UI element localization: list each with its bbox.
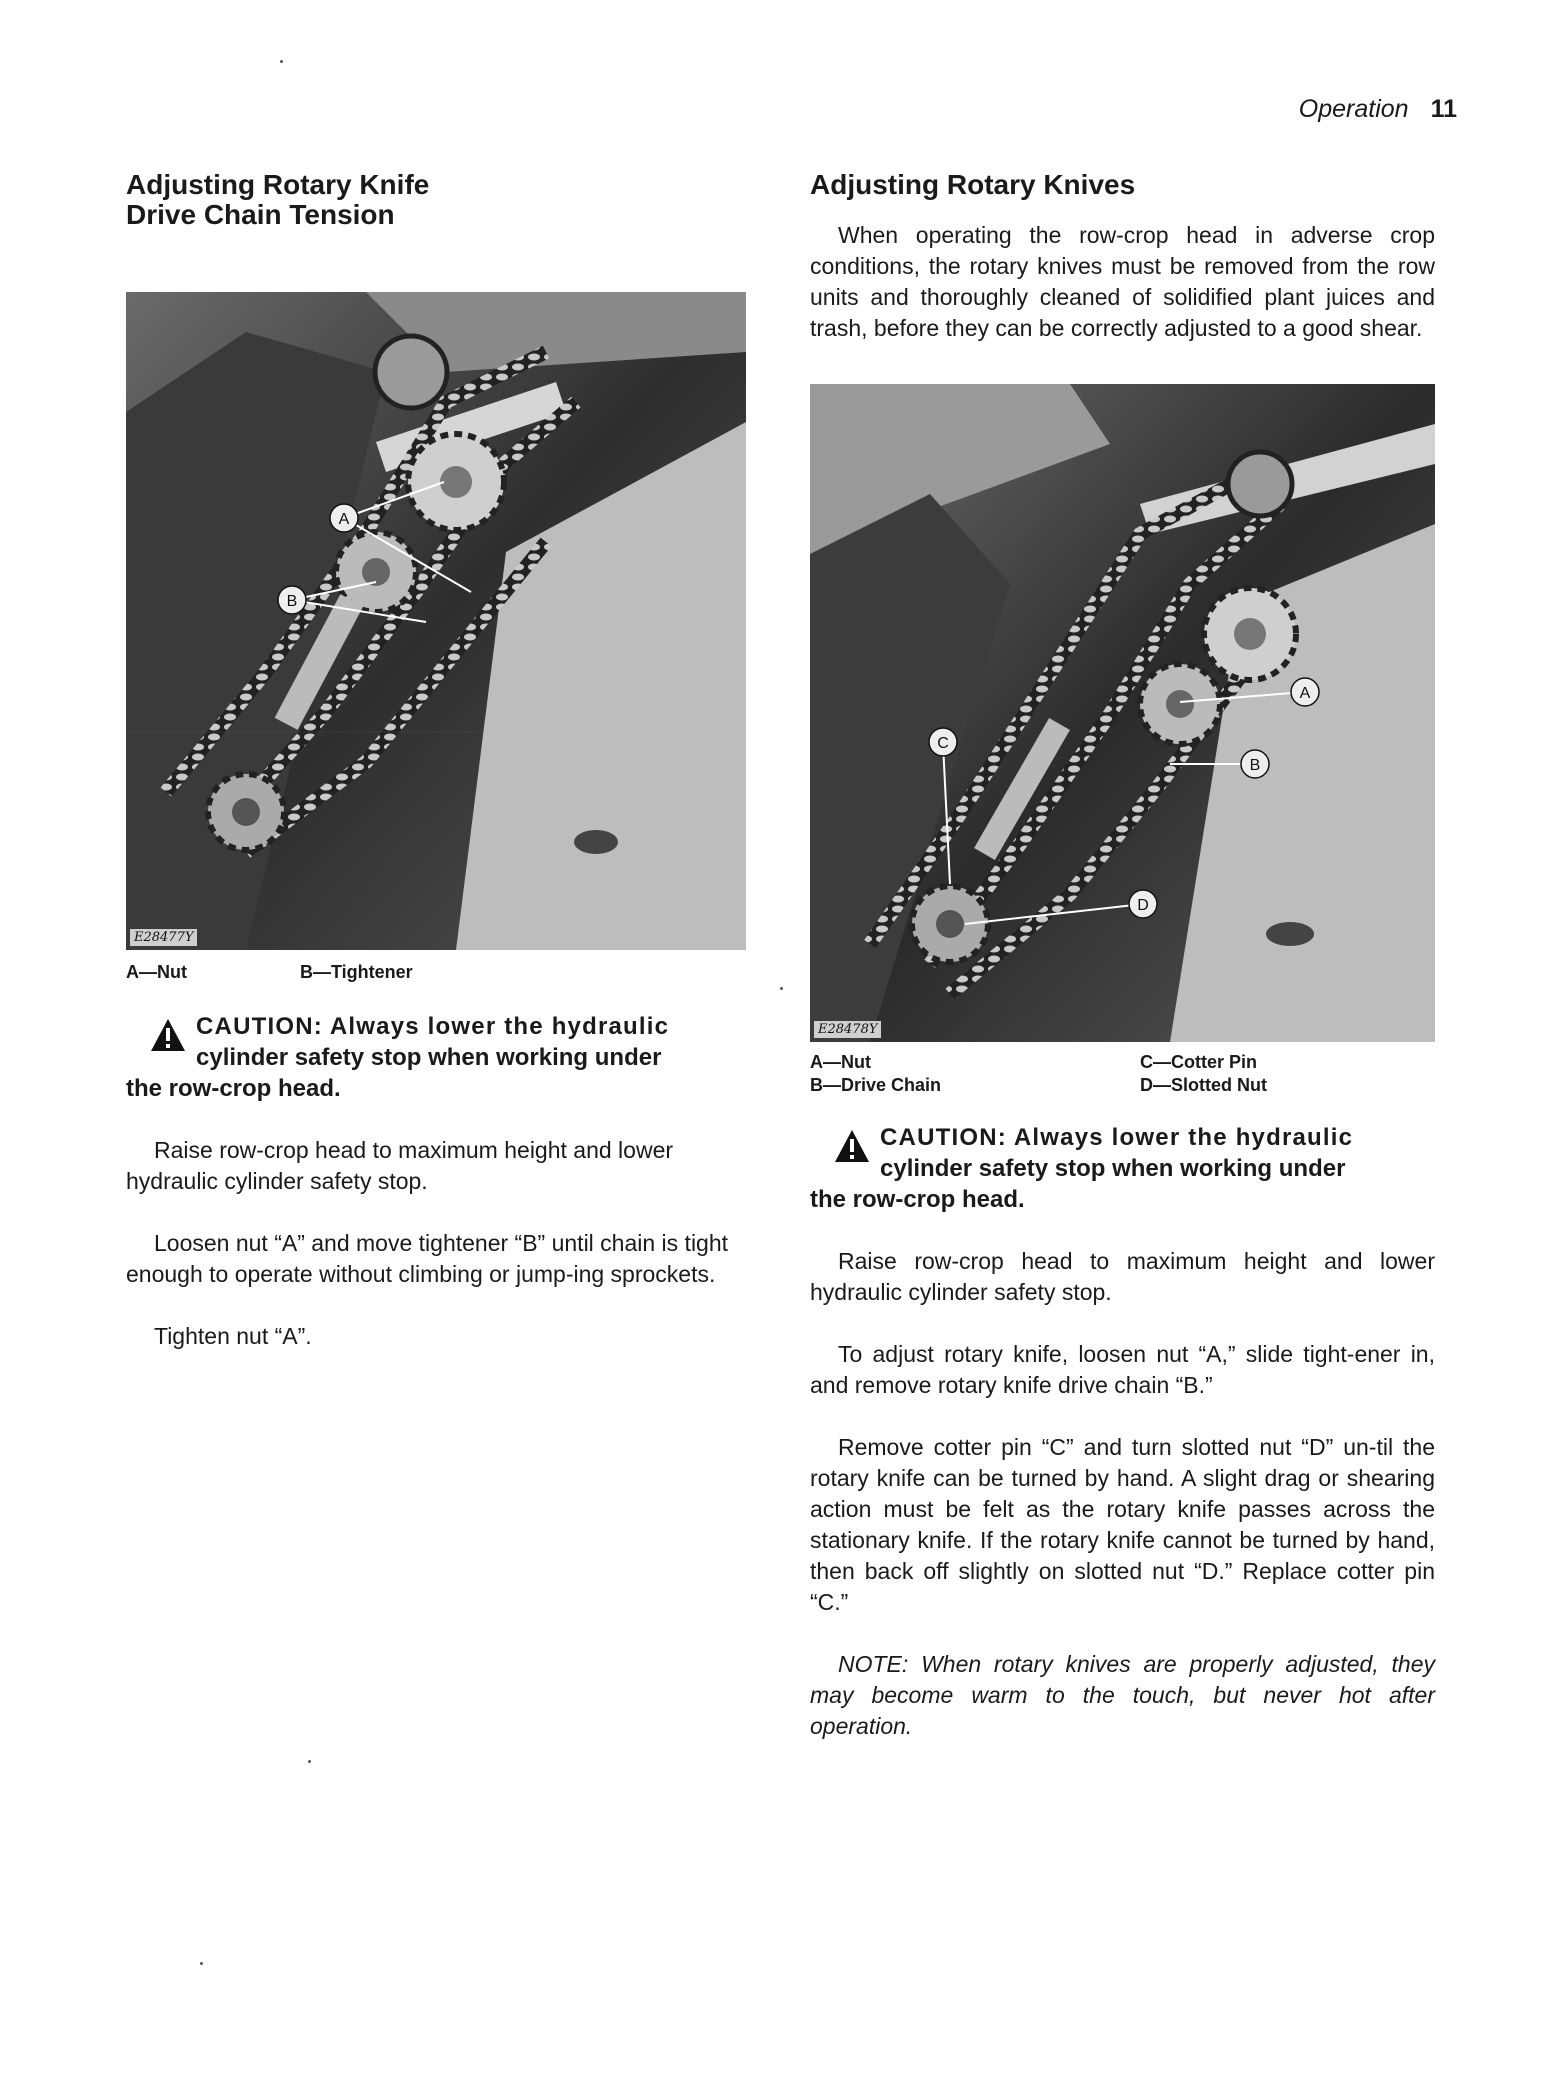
scan-speck <box>780 987 783 990</box>
callout-a: A <box>338 511 350 528</box>
chain-tension-photo-art <box>126 292 746 950</box>
paragraph: To adjust rotary knife, loosen nut “A,” slide tight-ener in, and remove rotary knife drive chain “B.” <box>810 1341 1435 1398</box>
callout-d: D <box>1137 897 1149 914</box>
warning-triangle-icon <box>834 1129 870 1163</box>
caution-line3: the row-crop head. <box>126 1075 341 1102</box>
scan-speck <box>308 1760 311 1763</box>
photo-id: E28478Y <box>814 1021 881 1038</box>
callout-a: A <box>1299 685 1311 702</box>
left-title-line1: Adjusting Rotary Knife <box>126 169 430 200</box>
caution-line1: CAUTION: Always lower the hydraulic <box>196 1013 670 1040</box>
left-title-line2: Drive Chain Tension <box>126 199 395 230</box>
caution-line3: the row-crop head. <box>810 1186 1025 1213</box>
rotary-knife-photo <box>810 384 1435 1042</box>
callout-b: B <box>1249 757 1261 774</box>
paragraph: Remove cotter pin “C” and turn slotted nut “D” un-til the rotary knife can be turned by hand. A slight drag or shearing action must be felt as the rotary knife passes across the stationary knife. If the rotary knife cannot be turned by hand, then back off slightly on slotted nut “D.” Replace cotter pin “C.” <box>810 1434 1435 1615</box>
legend-item-a: A—Nut <box>126 962 187 982</box>
legend-item-c: C—Cotter Pin <box>1140 1052 1257 1072</box>
chain-tension-photo <box>126 292 746 950</box>
photo-id: E28477Y <box>130 929 197 946</box>
scan-speck <box>200 1962 203 1965</box>
running-head <box>1299 95 1457 124</box>
left-column <box>126 170 751 1352</box>
caution-line1: CAUTION: Always lower the hydraulic <box>880 1124 1354 1151</box>
scan-speck <box>280 60 283 63</box>
callout-b: B <box>286 593 298 610</box>
paragraph: Raise row-crop head to maximum height and lower hydraulic cylinder safety stop. <box>810 1248 1435 1305</box>
left-section-title <box>126 170 751 230</box>
paragraph: Tighten nut “A”. <box>154 1323 312 1349</box>
right-section-title: Adjusting Rotary Knives <box>810 169 1136 200</box>
warning-triangle-icon <box>150 1018 186 1052</box>
caution-line2: cylinder safety stop when working under <box>880 1155 1346 1182</box>
legend-row <box>810 1075 1435 1096</box>
rotary-knife-photo-art <box>810 384 1435 1042</box>
figure-legend <box>126 962 751 983</box>
legend-row <box>810 1052 1435 1073</box>
callout-c: C <box>937 735 949 752</box>
right-column <box>810 170 1435 1742</box>
legend-item-a: A—Nut <box>810 1052 871 1072</box>
figure-legend <box>810 1052 1435 1096</box>
legend-item-b: B—Tightener <box>300 962 413 982</box>
legend-item-d: D—Slotted Nut <box>1140 1075 1267 1095</box>
running-head-section: Operation <box>1298 95 1409 123</box>
caution-block <box>810 1122 1435 1215</box>
caution-block <box>126 1011 751 1104</box>
legend-item-b: B—Drive Chain <box>810 1075 942 1095</box>
note-paragraph: NOTE: When rotary knives are properly adjusted, they may become warm to the touch, but never hot after operation. <box>810 1651 1435 1739</box>
paragraph: Raise row-crop head to maximum height and lower hydraulic cylinder safety stop. <box>126 1137 674 1194</box>
caution-line2: cylinder safety stop when working under <box>196 1044 662 1071</box>
page-number: 11 <box>1430 95 1457 123</box>
paragraph: Loosen nut “A” and move tightener “B” until chain is tight enough to operate without climbing or jump-ing sprockets. <box>126 1230 729 1287</box>
intro-paragraph: When operating the row-crop head in adverse crop conditions, the rotary knives must be removed from the row units and thoroughly cleaned of solidified plant juices and trash, before they can be correctly adjusted to a good shear. <box>810 222 1435 341</box>
